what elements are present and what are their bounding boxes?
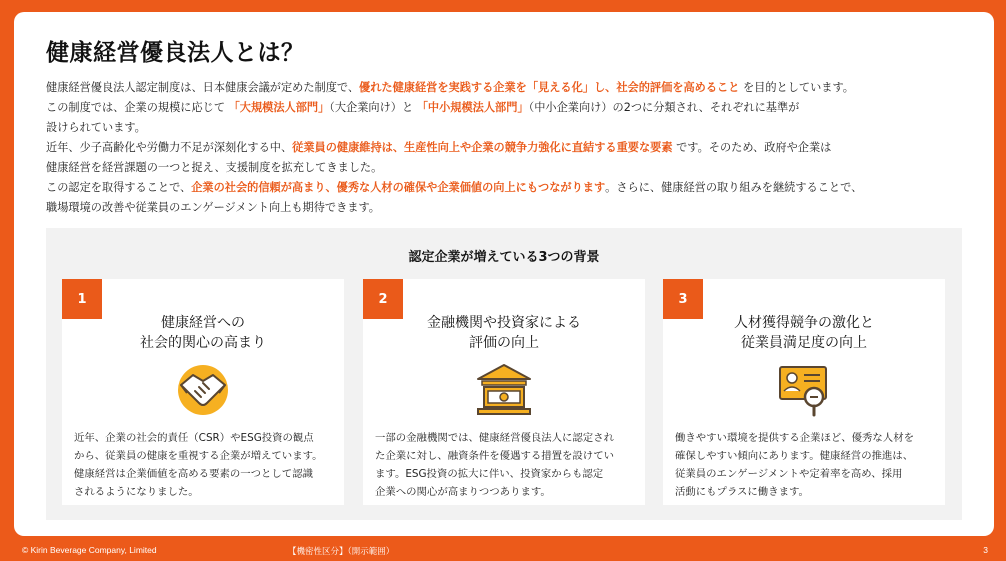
- highlight-text: 優れた健康経営を実践する企業を「見える化」し、社会的評価を高めること: [359, 81, 740, 94]
- card-heading: 金融機関や投資家による 評価の向上: [427, 315, 581, 351]
- intro-text-segment: です。そのため、政府や企業は: [672, 141, 832, 154]
- intro-text-segment: 健康経営優良法人認定制度は、日本健康会議が定めた制度で、: [46, 81, 360, 94]
- slide: [14, 12, 994, 536]
- intro-text-segment: この認定を取得することで、: [46, 181, 192, 194]
- intro-line: [46, 98, 976, 118]
- intro-line: [46, 118, 976, 138]
- card-heading: 健康経営への 社会的関心の高まり: [140, 315, 266, 351]
- card-number-badge: 1: [62, 279, 102, 319]
- copyright: © Kirin Beverage Company, Limited: [22, 545, 157, 555]
- intro-line: [46, 78, 976, 98]
- card-heading: 人材獲得競争の激化と 従業員満足度の向上: [734, 315, 874, 351]
- reason-card-3: [663, 279, 945, 505]
- card-number-badge: 3: [663, 279, 703, 319]
- card-description: 一部の金融機関では、健康経営優良法人に認定され た企業に対し、融資条件を優遇する措置を設けてい ます。ESG投資の拡大に伴い、投資家からも認定 企業への関心が高まりつつあります。: [375, 432, 614, 498]
- intro-text: [46, 78, 976, 218]
- intro-text-segment: この制度では、企業の規模に応じて: [46, 101, 229, 114]
- highlight-text: 「中小規模法人部門」: [416, 101, 529, 114]
- resume-search-icon: [774, 363, 834, 417]
- highlight-text: 「大規模法人部門」: [228, 101, 330, 114]
- intro-text-segment: 職場環境の改善や従業員のエンゲージメント向上も期待できます。: [46, 201, 380, 214]
- intro-line: [46, 138, 976, 158]
- intro-text-segment: 。さらに、健康経営の取り組みを継続することで、: [605, 181, 863, 194]
- intro-text-segment: 設けられています。: [46, 121, 146, 134]
- reason-card-2: [363, 279, 645, 505]
- confidentiality-label: 【機密性区分】（開示範囲）: [288, 547, 395, 557]
- intro-text-segment: 近年、少子高齢化や労働力不足が深刻化する中、: [46, 141, 293, 154]
- background-panel: [46, 228, 962, 520]
- intro-text-segment: （大企業向け）と: [329, 101, 417, 114]
- intro-text-segment: （中小企業向け）の2つに分類され、それぞれに基準が: [528, 101, 800, 114]
- intro-line: [46, 178, 976, 198]
- page-title: 健康経営優良法人とは？: [46, 40, 305, 66]
- handshake-icon: [173, 363, 233, 417]
- intro-line: [46, 158, 976, 178]
- highlight-text: 従業員の健康維持は、生産性向上や企業の競争力強化に直結する重要な要素: [292, 141, 673, 154]
- card-description: 近年、企業の社会的責任（CSR）やESG投資の観点 から、従業員の健康を重視する企業が増えています。 健康経営は企業価値を高める要素の一つとして認識 されるようになりました。: [74, 432, 323, 498]
- page-number: 3: [983, 545, 988, 555]
- intro-line: [46, 198, 976, 218]
- intro-text-segment: 健康経営を経営課題の一つと捉え、支援制度を拡充してきました。: [46, 161, 383, 174]
- bank-icon: [474, 363, 534, 417]
- highlight-text: 企業の社会的信頼が高まり、優秀な人材の確保や企業価値の向上にもつながります: [191, 181, 606, 194]
- intro-text-segment: を目的としています。: [739, 81, 854, 94]
- reason-card-1: [62, 279, 344, 505]
- card-description: 働きやすい環境を提供する企業ほど、優秀な人材を 確保しやすい傾向にあります。健康経営の推進は、 従業員のエンゲージメントや定着率を高め、採用 活動にもプラスに働きます。: [675, 432, 914, 498]
- panel-title: 認定企業が増えている3つの背景: [408, 250, 600, 265]
- card-number-badge: 2: [363, 279, 403, 319]
